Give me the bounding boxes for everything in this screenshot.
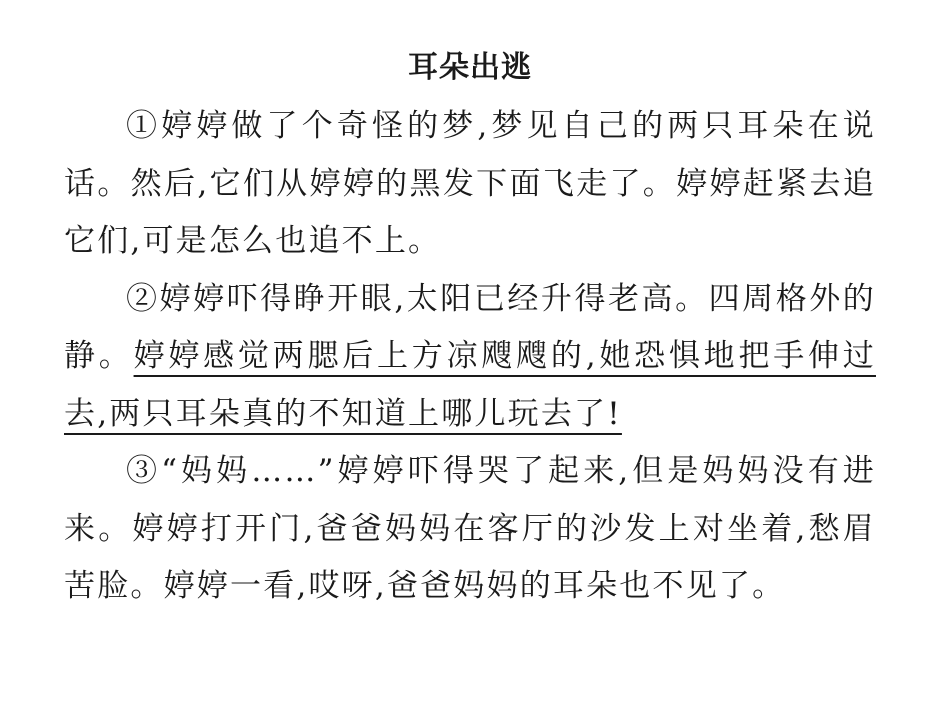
underlined-sentence: 婷婷感觉两腮后上方凉飕飕的,她恐惧地把手伸过去,两只耳朵真的不知道上哪儿玩去了! — [64, 338, 876, 432]
paragraph-2-text: ②婷婷吓得睁开眼,太阳已经升得老高。四周格外的静。 — [64, 280, 876, 374]
document-title: 耳朵出逃 — [408, 50, 532, 85]
paragraph-3: ③“妈妈……”婷婷吓得哭了起来,但是妈妈没有进来。婷婷打开门,爸爸妈妈在客厅的沙发上对坐着,愁眉苦脸。婷婷一看,哎呀,爸爸妈妈的耳朵也不见了。 — [64, 453, 876, 604]
paragraph-2 — [64, 271, 876, 444]
document-page — [64, 38, 876, 616]
paragraph-1: ①婷婷做了个奇怪的梦,梦见自己的两只耳朵在说话。然后,它们从婷婷的黑发下面飞走了。婷婷赶紧去追它们,可是怎么也追不上。 — [64, 108, 876, 259]
